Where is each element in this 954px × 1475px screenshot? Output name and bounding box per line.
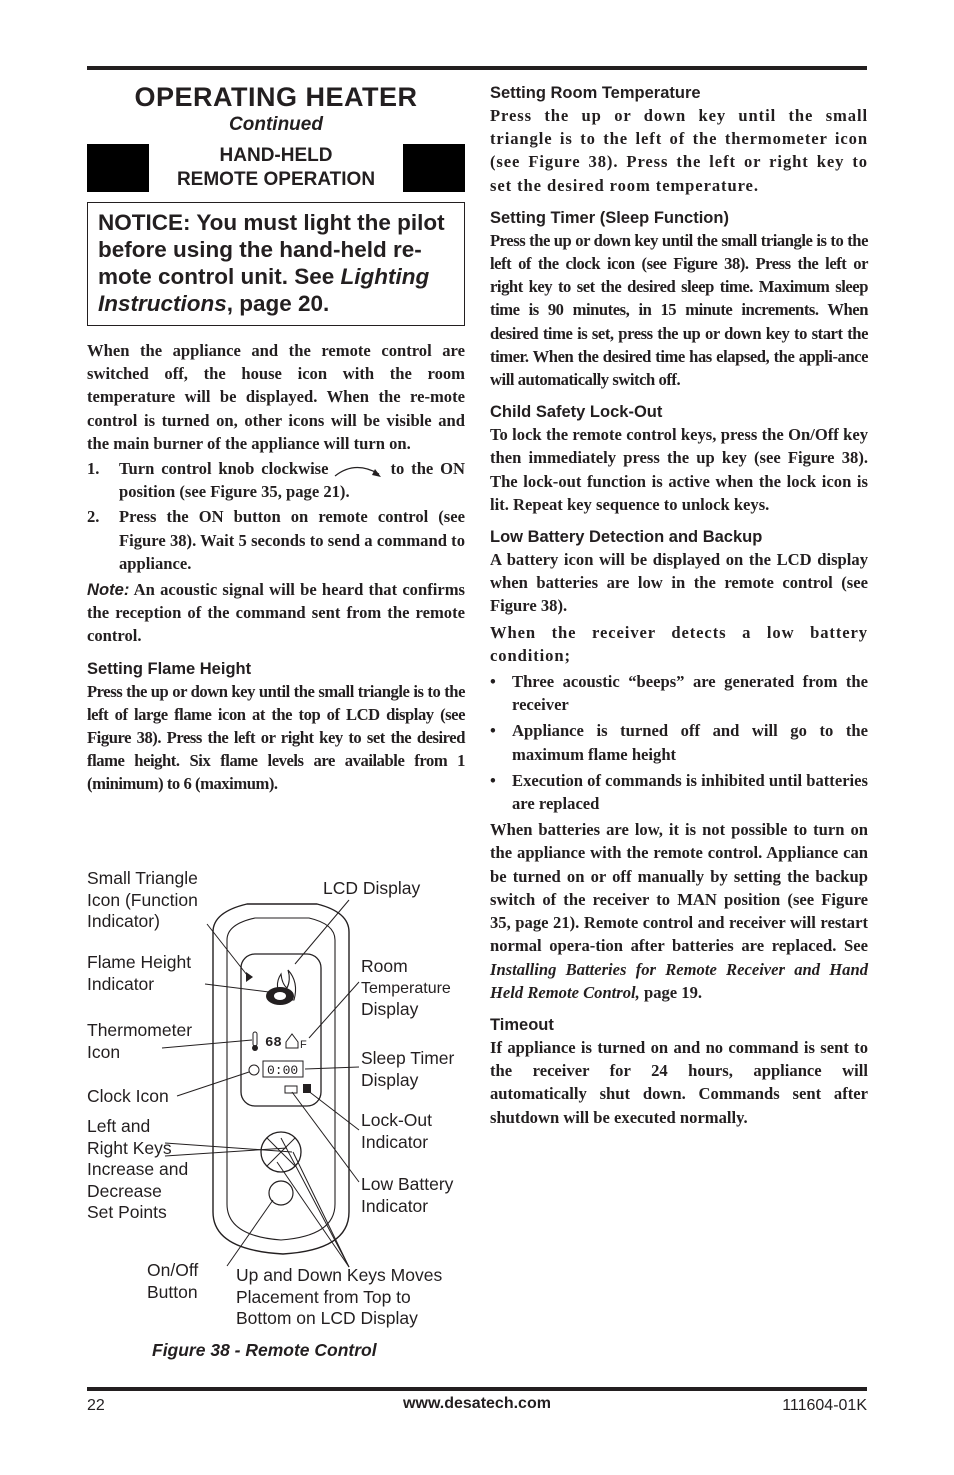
intro-paragraph: When the appliance and the remote control are switched off, the house icon with the room temperature will be displayed. When the re-mote control is turned on, other icons will be visible and the main burner of the appliance will turn on. [87,341,465,453]
label-room-temperature-line-2: Temperature [361,979,451,997]
label-small-triangle-line-2: Icon (Function [87,889,198,910]
timer-heading: Setting Timer (Sleep Function) [490,208,729,227]
label-lock-out-line-2: Indicator [361,1131,429,1152]
bullet-item [490,719,868,765]
label-left-right-line-1: Left and [87,1116,151,1136]
label-onoff-button [147,1260,198,1303]
sleep-timer-digits: 0:00 [267,1063,299,1078]
continued-label: Continued [229,114,323,135]
document-code: 111604-01K [782,1397,867,1414]
label-clock-icon: Clock Icon [87,1086,169,1106]
top-rule [87,66,867,70]
bottom-rule [87,1387,867,1391]
bullet-item [490,769,868,815]
label-onoff-line-2: Button [147,1281,198,1302]
room-temperature-heading: Setting Room Temperature [490,84,701,102]
banner-block-left [87,144,149,192]
page-number: 22 [87,1397,105,1414]
label-low-battery-line-2: Indicator [361,1195,429,1216]
label-left-right-line-2: Right Keys [87,1137,172,1158]
label-left-right-line-3: Increase and [87,1159,189,1179]
label-room-temperature [361,956,451,1021]
figure-caption: Figure 38 - Remote Control [152,1340,377,1360]
notice-reference: Lighting Instructions [98,264,430,316]
label-low-battery [361,1174,453,1217]
battery-reference: Installing Batteries for Remote Receiver and Hand Held Remote Control, [490,959,868,1002]
label-up-down-line-2: Placement from Top to [236,1286,411,1307]
label-onoff-line-1: On/Off [147,1260,199,1280]
low-battery-paragraph-1: A battery icon will be displayed on the LCD display when batteries are low in the remote control (see Figure 38). [490,550,868,616]
label-thermometer-line-2: Icon [87,1041,121,1062]
banner-text [149,144,403,192]
label-small-triangle [87,868,198,933]
label-lock-out-line-1: Lock-Out [361,1110,432,1130]
room-temperature-paragraph: Press the up or down key until the small triangle is to the left of the thermometer icon (see Figure 38). Press the left or right key to set the desired room temperature. [490,106,868,195]
bullet-text-3: Execution of commands is inhibited until batteries are replaced [512,770,868,814]
label-thermometer-line-1: Thermometer [87,1020,193,1040]
banner-line-2: REMOTE OPERATION [176,169,376,190]
bullet-icon: • [490,770,496,790]
notice-box [87,202,465,326]
flame-height-heading: Setting Flame Height [87,659,252,678]
timeout-paragraph: If appliance is turned on and no command is sent to the receiver for 24 hours, appliance will automatically shut down. Commands sent after shutdown will be executed normally. [490,1037,868,1127]
step-1-text-b: to the ON position (see Figure 35, page 21). [119,459,466,502]
temperature-unit: F [300,1039,307,1051]
bullet-text-1: Three acoustic “beeps” are generated from the receiver [512,672,868,715]
left-column [87,80,465,796]
label-lcd-display: LCD Display [323,878,421,898]
banner-line-1: HAND-HELD [219,145,333,166]
step-2-text: Press the ON button on remote control (see Figure 38). Wait 5 seconds to send a command to appliance. [119,507,465,573]
label-flame-height [87,952,191,995]
banner-block-right [403,144,465,192]
label-left-right-keys [87,1116,188,1224]
lock-out-heading: Child Safety Lock-Out [490,403,663,422]
low-battery-paragraph-2: When the receiver detects a low battery condition; [490,622,868,665]
label-room-temperature-line-3: Display [361,999,419,1019]
low-battery-paragraph-3 [490,818,868,1004]
label-sleep-timer [361,1048,454,1091]
label-small-triangle-line-3: Indicator) [87,911,160,931]
hand-held-banner [87,144,465,192]
label-flame-height-line-1: Flame Height [87,952,192,972]
label-room-temperature-line-1: Room [361,956,408,976]
section-title: OPERATING HEATER [134,82,418,112]
label-up-down-line-3: Bottom on LCD Display [236,1308,418,1328]
note-label: Note: [87,580,130,600]
label-up-down-line-1: Up and Down Keys Moves [236,1265,443,1285]
label-small-triangle-line-1: Small Triangle [87,868,198,888]
low-battery-heading: Low Battery Detection and Backup [490,528,763,547]
bullet-icon: • [490,721,496,741]
label-left-right-line-4: Decrease [87,1180,162,1201]
remote-control-figure [87,862,477,1372]
thermometer-bulb [252,1045,258,1051]
flame-height-paragraph: Press the up or down key until the small triangle is to the left of large flame icon at the top of LCD display (see Figure 38). Press the left or right key to set the desired flame height. Six flame levels are available from 1 (minimum) to 6 (maximum). [87,681,465,794]
step-2 [87,505,465,575]
label-lock-out [361,1110,432,1153]
timeout-heading: Timeout [490,1015,554,1034]
label-low-battery-line-1: Low Battery [361,1174,454,1194]
low-battery-text-3: When batteries are low, it is not possible to turn on the appliance with the remote control. Appliance can be turned on or off manually by setting the backup switch of the receiver to MAN position (see Figure 35, page 21). Remote control and receiver will restart normal opera-tion after batteries are replaced. See [490,820,868,956]
label-flame-height-line-2: Indicator [87,973,155,994]
label-sleep-timer-line-1: Sleep Timer [361,1048,455,1068]
label-sleep-timer-line-2: Display [361,1069,419,1090]
label-up-down-keys [236,1265,442,1330]
step-1-text-a: Turn control knob clockwise [119,459,329,479]
step-1-text [119,457,465,503]
lock-out-paragraph: To lock the remote control keys, press the On/Off key then immediately press the up key (see Figure 38). The lock-out function is active when the lock icon is lit. Repeat key sequence to unlock keys. [490,425,868,514]
step-1-number: 1. [87,459,100,479]
footer-url[interactable]: www.desatech.com [403,1395,551,1412]
battery-reference-suffix: page 19. [639,982,703,1002]
flame-height-blob-hole [274,992,286,1000]
notice-suffix: , page 20. [226,291,330,316]
clockwise-arrow-icon [331,460,389,480]
bullet-text-2: Appliance is turned off and will go to the maximum flame height [512,721,868,764]
bullet-item [490,670,868,716]
label-thermometer [87,1020,192,1063]
note-text: An acoustic signal will be heard that confirms the reception of the command sent from the remote control. [87,580,465,646]
room-temperature-digits: 68 [265,1035,282,1051]
step-1 [87,457,465,503]
right-column [490,80,868,1129]
notice-text: NOTICE: You must light the pilot before using the hand-held re-mote control unit. See [98,210,445,289]
timer-paragraph: Press the up or down key until the small triangle is to the left of the clock icon (see Figure 38). Press the left or right key to set the desired sleep time. Maximum sleep time is 90 minutes, in 15 minute increments. When desired time is set, press the up or down key to start the timer. When the desired time has elapsed, the appli-ance will automatically switch off. [490,230,868,390]
note-paragraph [87,578,465,648]
step-2-number: 2. [87,507,100,527]
label-left-right-line-5: Set Points [87,1202,167,1222]
bullet-icon: • [490,672,496,692]
